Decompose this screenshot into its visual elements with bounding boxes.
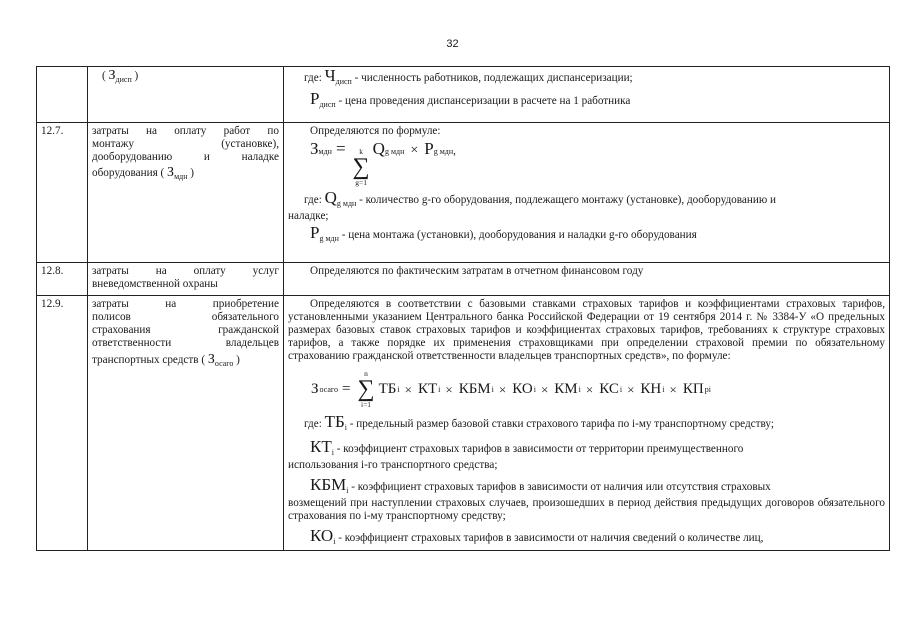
- row-name: затраты на оплату услуг вневедомственной охраны: [88, 263, 284, 296]
- row-name: ( $З_{дисп}$ ): [88, 67, 284, 123]
- symbol: P: [310, 223, 320, 242]
- page-number: 32: [446, 38, 459, 50]
- row-description: Определяются по фактическим затратам в отчетном финансовом году: [284, 263, 890, 296]
- osago-formula: З осаго = n ∑ i=1 ТБ i × КТ i × КБМ i × КО i × КМ i × КС i × КН i × КП pi: [311, 369, 711, 409]
- symbol: Р: [310, 89, 320, 108]
- row-description: Определяются в соответствии с базовыми ставками страховых тарифов и коэффициентами страховых тарифов, установленными указанием Центрального банка Российской Федерации от 19 сентября 2014 г. № 3384-У «О предельных размерах базовых ставок страховых тарифов и коэффициентах страховых тарифов, требованиях к структуре страховых тарифов, а также порядке их применения страховщиками при определении страховой премии по обязательному страхованию гражданской ответственности владельцев транспортных средств», по формуле: З осаго = n ∑ i=1 ТБ i × КТ i × КБМ i × КО i × КМ i × КС i × КН i × КП pi где: $ТБ_i$ - предельный размер базовой ставки страхового тарифа по i-му транспортному средству; $КТ_i$ - коэффициент страховых тарифов в зависимости от территории преимущественного использования i-го транспортного средства; $КБМ_i$ - коэффициент страховых тарифов в зависимости от наличия или отсутствия страховых возмещений при наступлении страховых случаев, произошедших в период действия предыдущих договоров обязательного страхования по i-му транспортному средству; $КО_i$ - коэффициент страховых тарифов в зависимости от наличия сведений о количестве лиц,: [284, 296, 890, 551]
- symbol: З: [167, 165, 175, 180]
- sum-operator: k ∑ g=1: [352, 147, 370, 187]
- table-row: [37, 123, 890, 263]
- symbol: Q: [324, 188, 337, 207]
- row-number: 12.8.: [37, 263, 88, 296]
- table-row: [37, 263, 890, 296]
- row-number: [37, 67, 88, 123]
- symbol: Ч: [324, 66, 336, 85]
- row-number: 12.9.: [37, 296, 88, 551]
- table-row: [37, 67, 890, 123]
- row-name: затраты на приобретение полисов обязательного страхования гражданской ответственности владельцев транспортных средств ( $З_{осаго}$ ): [88, 296, 284, 551]
- symbol: КБМ: [310, 475, 347, 494]
- formula: З мдн = k ∑ g=1 Q g мдн × P g мдн ,: [310, 139, 456, 187]
- symbol: З: [207, 352, 215, 367]
- row-number: 12.7.: [37, 123, 88, 263]
- row-name: затраты на оплату работ по монтажу (установке), дооборудованию и наладке оборудования ( $З_{мдн}$ ): [88, 123, 284, 263]
- symbol: ТБ: [324, 412, 345, 431]
- sum-operator: n ∑ i=1: [357, 369, 375, 409]
- row-description: Определяются по формуле: З мдн = k ∑ g=1 Q g мдн × P g мдн , где: $Q_{g мдн}$ - количество g-го оборудования, подлежащего монтажу (установке), дооборудованию и наладке; $P_{g мдн}$ - цена монтажа (установки), дооборудования и наладки g-го оборудования: [284, 123, 890, 263]
- symbol: КО: [310, 526, 334, 545]
- symbol: З: [108, 68, 116, 83]
- row-description: где: $Ч_{дисп}$ - численность работников, подлежащих диспансеризации; $Р_{дисп}$ - цена проведения диспансеризации в расчете на 1 работника: [284, 67, 890, 123]
- table-row: [37, 296, 890, 551]
- symbol: КТ: [310, 437, 332, 456]
- expense-table: [36, 66, 890, 551]
